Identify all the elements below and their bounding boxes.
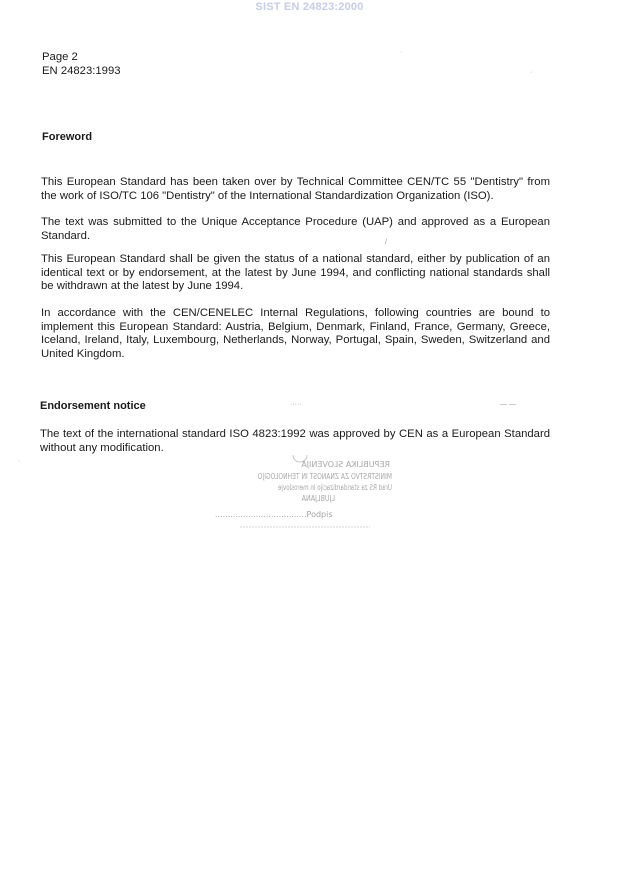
stamp-signature-line: ....................................Podpis xyxy=(215,510,333,519)
scan-speck: — — xyxy=(500,401,516,408)
scan-speck: / xyxy=(385,239,387,246)
page-header xyxy=(42,51,121,78)
document-watermark: SIST EN 24823:2000 xyxy=(255,1,364,13)
standard-number: EN 24823:1993 xyxy=(42,64,121,77)
foreword-paragraph-3: This European Standard shall be given the status of a national standard, either by publication of an identical text or by endorsement, at the latest by June 1994, and conflicting national standards shall be withdrawn at the latest by June 1994. xyxy=(41,253,550,293)
endorsement-heading: Endorsement notice xyxy=(40,400,146,412)
endorsement-text: The text of the international standard ISO 4823:1992 was approved by CEN as a European Standard without any modification. xyxy=(40,428,550,454)
foreword-heading: Foreword xyxy=(42,131,93,143)
stamp-line-2: MINISTRSTVO ZA ZNANOST IN TEHNOLOGIJO xyxy=(257,471,392,482)
stamp-line-1: REPUBLIKA SLOVENIJA xyxy=(301,460,390,469)
page-number: Page 2 xyxy=(42,51,78,63)
foreword-paragraph-2: The text was submitted to the Unique Acceptance Procedure (UAP) and approved as a European Standard. xyxy=(41,216,550,242)
foreword-paragraph-1: This European Standard has been taken over by Technical Committee CEN/TC 55 "Dentistry" from the work of ISO/TC 106 "Dentistry" of the International Standardization Organization (ISO). xyxy=(41,176,550,202)
scan-speck: · xyxy=(400,49,403,56)
scan-speck: · xyxy=(18,458,21,465)
foreword-paragraph-4: In accordance with the CEN/CENELEC Internal Regulations, following countries are bound to implement this European Standard: Austria, Belgium, Denmark, Finland, France, Germany, Greece, Iceland, Ireland, Italy, Luxembourg, Netherlands, Norway, Portugal, Spain, Sweden, Switzerland and United Kingdom. xyxy=(41,307,550,360)
scan-speck: · xyxy=(530,69,533,76)
stamp-line-4: LJUBLJANA xyxy=(301,493,335,504)
official-stamp xyxy=(160,455,410,535)
stamp-line-3: Urad RS za standardizacijo in meroslovje xyxy=(277,483,392,493)
scan-speck: ····· xyxy=(290,401,302,408)
